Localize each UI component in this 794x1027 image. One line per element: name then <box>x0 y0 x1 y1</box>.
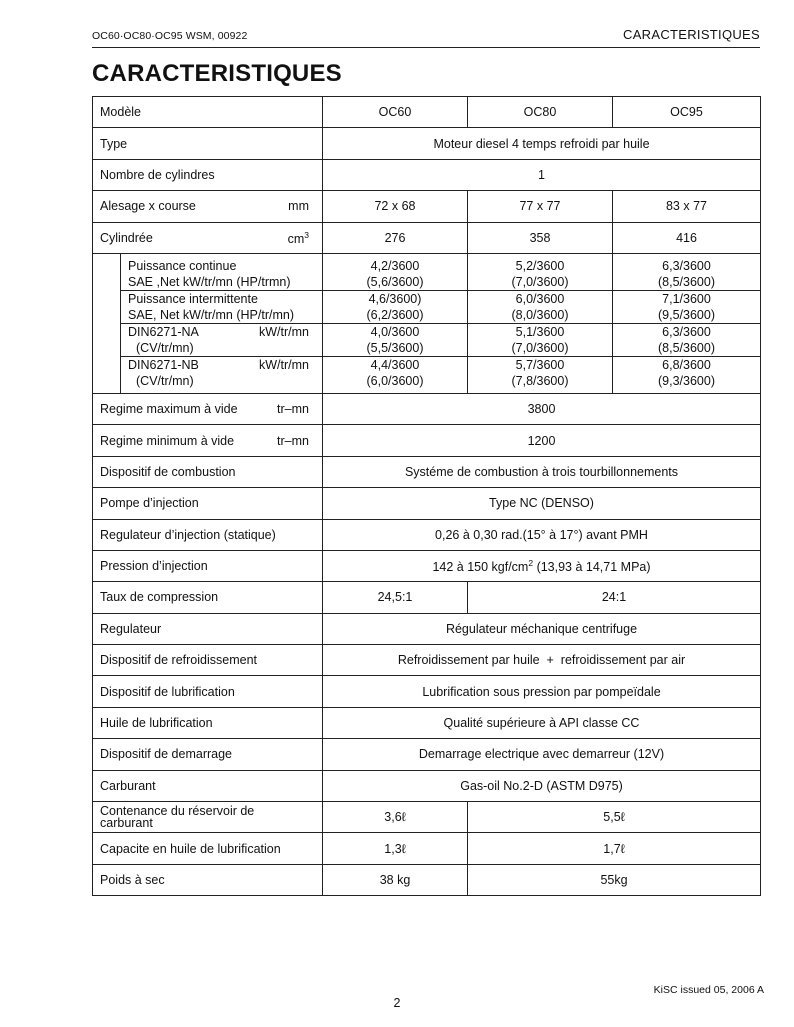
power-row <box>93 356 761 393</box>
row-value: 1 <box>323 159 761 190</box>
row-value: 24,5:1 <box>323 582 468 613</box>
power-label: Puissance intermittente SAE, Net kW/tr/mn (HP/tr/mn) <box>121 290 323 323</box>
row-label: Dispositif de lubrification <box>93 676 323 707</box>
specifications-table <box>92 96 761 896</box>
row-value: 0,26 à 0,30 rad.(15° à 17°) avant PMH <box>323 519 761 550</box>
table-row <box>93 864 761 895</box>
power-value: 5,7/3600 (7,8/3600) <box>468 356 613 393</box>
power-value: 6,3/3600 (8,5/3600) <box>613 253 761 290</box>
row-value: Qualité supérieure à API classe CC <box>323 707 761 738</box>
row-label: Dispositif de refroidissement <box>93 645 323 676</box>
table-row <box>93 128 761 159</box>
table-row <box>93 613 761 644</box>
row-label: Regime maximum à vide <box>100 402 238 417</box>
table-row <box>93 739 761 770</box>
row-label: Regime minimum à vide <box>100 433 235 448</box>
row-value: 5,5ℓ <box>468 802 761 833</box>
row-label: Cylindrée <box>100 230 153 245</box>
table-row <box>93 425 761 456</box>
table-row <box>93 550 761 581</box>
row-value: Type NC (DENSO) <box>323 488 761 519</box>
row-label-cell <box>93 222 323 253</box>
model-oc80-header: OC80 <box>468 97 613 128</box>
row-label: Type <box>93 128 323 159</box>
row-label: Contenance du réservoir de carburant <box>93 802 323 833</box>
power-label: DIN6271-NA kW/tr/mn (CV/tr/mn) <box>121 323 323 356</box>
power-label: DIN6271-NB kW/tr/mn (CV/tr/mn) <box>121 356 323 393</box>
table-row <box>93 833 761 864</box>
power-row <box>93 290 761 323</box>
row-value: 276 <box>323 222 468 253</box>
row-label: Taux de compression <box>93 582 323 613</box>
section-name: CARACTERISTIQUES <box>623 27 760 42</box>
row-value: 1,3ℓ <box>323 833 468 864</box>
power-value: 5,1/3600 (7,0/3600) <box>468 323 613 356</box>
row-label: Dispositif de demarrage <box>93 739 323 770</box>
row-label: Modèle <box>93 97 323 128</box>
power-value: 7,1/3600 (9,5/3600) <box>613 290 761 323</box>
row-value: Moteur diesel 4 temps refroidi par huile <box>323 128 761 159</box>
row-value: Refroidissement par huile + refroidissement par air <box>323 645 761 676</box>
power-group-gutter <box>93 253 121 393</box>
row-label: Dispositif de combustion <box>93 456 323 487</box>
row-value: 24:1 <box>468 582 761 613</box>
page-header <box>92 26 760 48</box>
row-label-cell <box>93 191 323 222</box>
power-row <box>93 323 761 356</box>
table-row <box>93 582 761 613</box>
table-row <box>93 393 761 424</box>
row-value: 358 <box>468 222 613 253</box>
row-value: 72 x 68 <box>323 191 468 222</box>
row-value: 38 kg <box>323 864 468 895</box>
row-value: 3800 <box>323 393 761 424</box>
row-value: 83 x 77 <box>613 191 761 222</box>
row-value: Régulateur méchanique centrifuge <box>323 613 761 644</box>
row-value: Systéme de combustion à trois tourbillonnements <box>323 456 761 487</box>
power-value: 6,3/3600 (8,5/3600) <box>613 323 761 356</box>
row-value: 416 <box>613 222 761 253</box>
table-row <box>93 97 761 128</box>
power-value: 6,0/3600 (8,0/3600) <box>468 290 613 323</box>
power-value: 5,2/3600 (7,0/3600) <box>468 253 613 290</box>
row-label: Regulateur d’injection (statique) <box>93 519 323 550</box>
table-row <box>93 645 761 676</box>
row-unit: mm <box>288 199 309 214</box>
row-value: 1,7ℓ <box>468 833 761 864</box>
row-value: Lubrification sous pression par pompeïdale <box>323 676 761 707</box>
power-value: 6,8/3600 (9,3/3600) <box>613 356 761 393</box>
model-oc95-header: OC95 <box>613 97 761 128</box>
power-value: 4,0/3600 (5,5/3600) <box>323 323 468 356</box>
row-label: Nombre de cylindres <box>93 159 323 190</box>
table-row <box>93 707 761 738</box>
row-label: Poids à sec <box>93 864 323 895</box>
row-label: Pression d’injection <box>93 550 323 581</box>
row-label: Pompe d’injection <box>93 488 323 519</box>
power-row <box>93 253 761 290</box>
row-value: 142 à 150 kgf/$cm^2$ (13,93 à 14,71 MPa) <box>323 550 761 581</box>
row-unit: tr–mn <box>277 433 309 448</box>
table-row <box>93 802 761 833</box>
row-unit: tr–mn <box>277 402 309 417</box>
table-row <box>93 676 761 707</box>
row-unit: $cm^3$ <box>287 229 309 246</box>
table-row <box>93 488 761 519</box>
row-value: Gas-oil No.2-D (ASTM D975) <box>323 770 761 801</box>
page-title: CARACTERISTIQUES <box>92 60 342 87</box>
table-row <box>93 770 761 801</box>
power-value: 4,6/3600) (6,2/3600) <box>323 290 468 323</box>
power-value: 4,4/3600 (6,0/3600) <box>323 356 468 393</box>
row-label: Carburant <box>93 770 323 801</box>
row-value: 77 x 77 <box>468 191 613 222</box>
power-label: Puissance continue SAE ,Net kW/tr/mn (HP/trmn) <box>121 253 323 290</box>
row-label: Huile de lubrification <box>93 707 323 738</box>
manual-reference: OC60·OC80·OC95 WSM, 00922 <box>92 30 248 42</box>
row-value: 3,6ℓ <box>323 802 468 833</box>
table-row <box>93 222 761 253</box>
table-row <box>93 159 761 190</box>
row-label: Regulateur <box>93 613 323 644</box>
row-label-cell <box>93 425 323 456</box>
row-value: 55kg <box>468 864 761 895</box>
page-number: 2 <box>393 996 401 1010</box>
row-value: Demarrage electrique avec demarreur (12V) <box>323 739 761 770</box>
table-row <box>93 191 761 222</box>
issue-note: KiSC issued 05, 2006 A <box>653 984 764 996</box>
power-value: 4,2/3600 (5,6/3600) <box>323 253 468 290</box>
row-label-cell <box>93 393 323 424</box>
row-label: Capacite en huile de lubrification <box>93 833 323 864</box>
row-label: Alesage x course <box>100 199 196 214</box>
model-oc60-header: OC60 <box>323 97 468 128</box>
table-row <box>93 456 761 487</box>
table-row <box>93 519 761 550</box>
row-value: 1200 <box>323 425 761 456</box>
